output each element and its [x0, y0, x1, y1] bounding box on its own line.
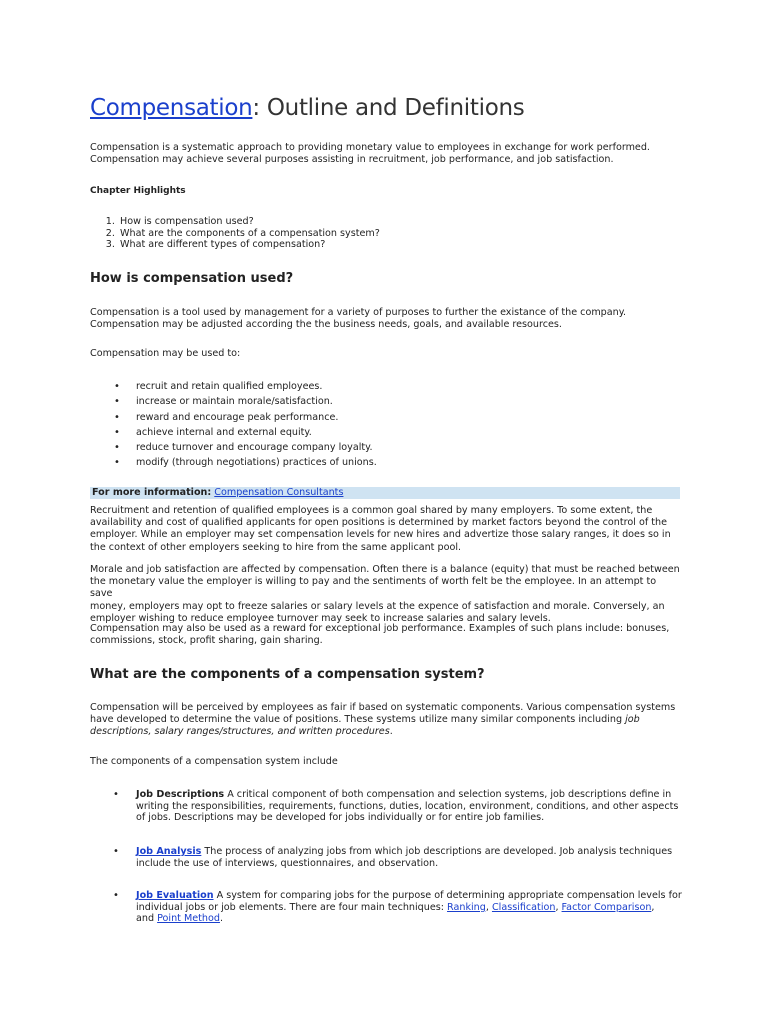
term-job-descriptions: Job Descriptions — [136, 789, 225, 800]
text-span: . — [389, 726, 393, 738]
ranking-link[interactable]: Ranking — [447, 901, 486, 913]
list-item: • reward and encourage peak performance. — [136, 410, 726, 425]
text-span: . — [219, 913, 224, 924]
title-rest: : Outline and Definitions — [252, 95, 525, 121]
text-line: the context of other employers seeking to hire from the same applicant pool. — [90, 541, 462, 553]
components-list — [90, 890, 726, 925]
text-line: Compensation will be perceived by employees as fair if based on systematic components. Various compensation systems — [90, 702, 676, 713]
text-line — [136, 846, 726, 858]
text-line: Recruitment and retention of qualified employees is a common goal shared by many employers. To some extent, the — [90, 505, 653, 516]
list-item: • increase or maintain morale/satisfaction. — [136, 394, 726, 409]
components-paragraph — [90, 702, 680, 739]
compensation-consultants-link[interactable]: Compensation Consultants — [214, 487, 344, 498]
text-line: Morale and job satisfaction are affected by compensation. Often there is a balance (equity) that must be reached between — [90, 564, 680, 575]
text-line — [136, 789, 726, 801]
chapter-highlights-heading: Chapter Highlights — [90, 186, 186, 196]
compensation-title-link[interactable]: Compensation — [90, 95, 253, 121]
recruitment-paragraph — [90, 505, 680, 554]
section-heading-usage: How is compensation used? — [90, 271, 294, 286]
text-span: and — [136, 913, 158, 924]
text-span: The process of analyzing jobs from which job descriptions are developed. Job analysis techniques — [201, 846, 673, 857]
text-span: individual jobs or job elements. There are four main techniques: — [136, 901, 448, 913]
text-span: A system for comparing jobs for the purpose of determining appropriate compensation levels for — [213, 890, 682, 901]
text-line: commissions, stock, profit sharing, gain sharing. — [90, 635, 323, 647]
highlight-item: 3. What are different types of compensation? — [118, 239, 708, 251]
text-span: A critical component of both compensation and selection systems, job descriptions define in — [224, 789, 672, 800]
list-item: • achieve internal and external equity. — [136, 425, 726, 440]
intro-line: Compensation is a systematic approach to providing monetary value to employees in exchange for work performed. — [90, 142, 650, 153]
usage-bullet-list — [90, 379, 726, 471]
usage-paragraph-1 — [90, 307, 680, 331]
job-analysis-link[interactable]: Job Analysis — [136, 846, 202, 857]
italic-span: job — [625, 714, 640, 726]
text-line: writing the responsibilities, requirements, functions, duties, location, environment, conditions, and other aspects — [136, 800, 679, 812]
component-item-job-analysis — [136, 846, 726, 869]
components-intro: The components of a compensation system include — [90, 756, 338, 767]
component-item-job-descriptions — [136, 789, 726, 824]
reward-paragraph — [90, 623, 680, 647]
text-line: of jobs. Descriptions may be developed for jobs individually or for entire job families. — [136, 812, 545, 823]
morale-paragraph — [90, 564, 680, 625]
text-line: the monetary value the employer is willing to pay and the sentiments of worth felt be the employee. In an attempt to save — [90, 576, 657, 600]
components-list — [90, 846, 726, 869]
text-line — [90, 726, 680, 738]
section-heading-components: What are the components of a compensation system? — [90, 667, 485, 682]
factor-comparison-link[interactable]: Factor Comparison — [561, 901, 652, 913]
highlights-list — [90, 216, 708, 251]
text-line: employer. While an employer may set compensation levels for new hires and advertize those salary ranges, it does so in — [90, 529, 671, 541]
text-span: have developed to determine the value of positions. These systems utilize many similar components including — [90, 714, 626, 726]
text-line: include the use of interviews, questionnaires, and observation. — [136, 857, 439, 869]
text-line: Compensation may be adjusted according the the business needs, goals, and available resources. — [90, 319, 562, 331]
text-line: Compensation is a tool used by management for a variety of purposes to further the existance of the company. — [90, 307, 627, 318]
highlight-item: 1. How is compensation used? — [118, 216, 708, 228]
highlight-item: 2. What are the components of a compensation system? — [118, 228, 708, 240]
text-line — [90, 714, 680, 726]
more-info-label: For more information: — [92, 487, 212, 498]
italic-span: descriptions, salary ranges/structures, and written procedures — [90, 726, 390, 738]
text-line — [136, 890, 726, 902]
text-line: Compensation may also be used as a reward for exceptional job performance. Examples of such plans include: bonuses, — [90, 623, 670, 634]
list-item: • recruit and retain qualified employees. — [136, 379, 726, 394]
usage-paragraph-2: Compensation may be used to: — [90, 348, 241, 359]
text-line: individual jobs or job elements. There are four main techniques: Ranking, Classification, Factor Comparison, — [136, 901, 655, 913]
list-item: • modify (through negotiations) practices of unions. — [136, 455, 726, 470]
list-item: • reduce turnover and encourage company loyalty. — [136, 440, 726, 455]
more-info-bar — [90, 487, 680, 499]
text-line: money, employers may opt to freeze salaries or salary levels at the expence of satisfaction and morale. Conversely, an — [90, 600, 665, 612]
intro-line: Compensation may achieve several purposes assisting in recruitment, job performance, and job satisfaction. — [90, 154, 614, 166]
text-line: employer wishing to reduce employee turnover may seek to increase salaries and salary levels. — [90, 612, 551, 624]
components-list — [90, 789, 726, 824]
classification-link[interactable]: Classification — [491, 901, 556, 913]
point-method-link[interactable]: Point Method — [157, 913, 220, 924]
text-line: availability and cost of qualified applicants for open positions is determined by market factors beyond the control of the — [90, 517, 667, 529]
intro-paragraph — [90, 142, 680, 166]
page-title — [90, 95, 524, 121]
component-item-job-evaluation — [136, 890, 726, 925]
text-line — [136, 913, 726, 925]
job-evaluation-link[interactable]: Job Evaluation — [136, 890, 214, 901]
